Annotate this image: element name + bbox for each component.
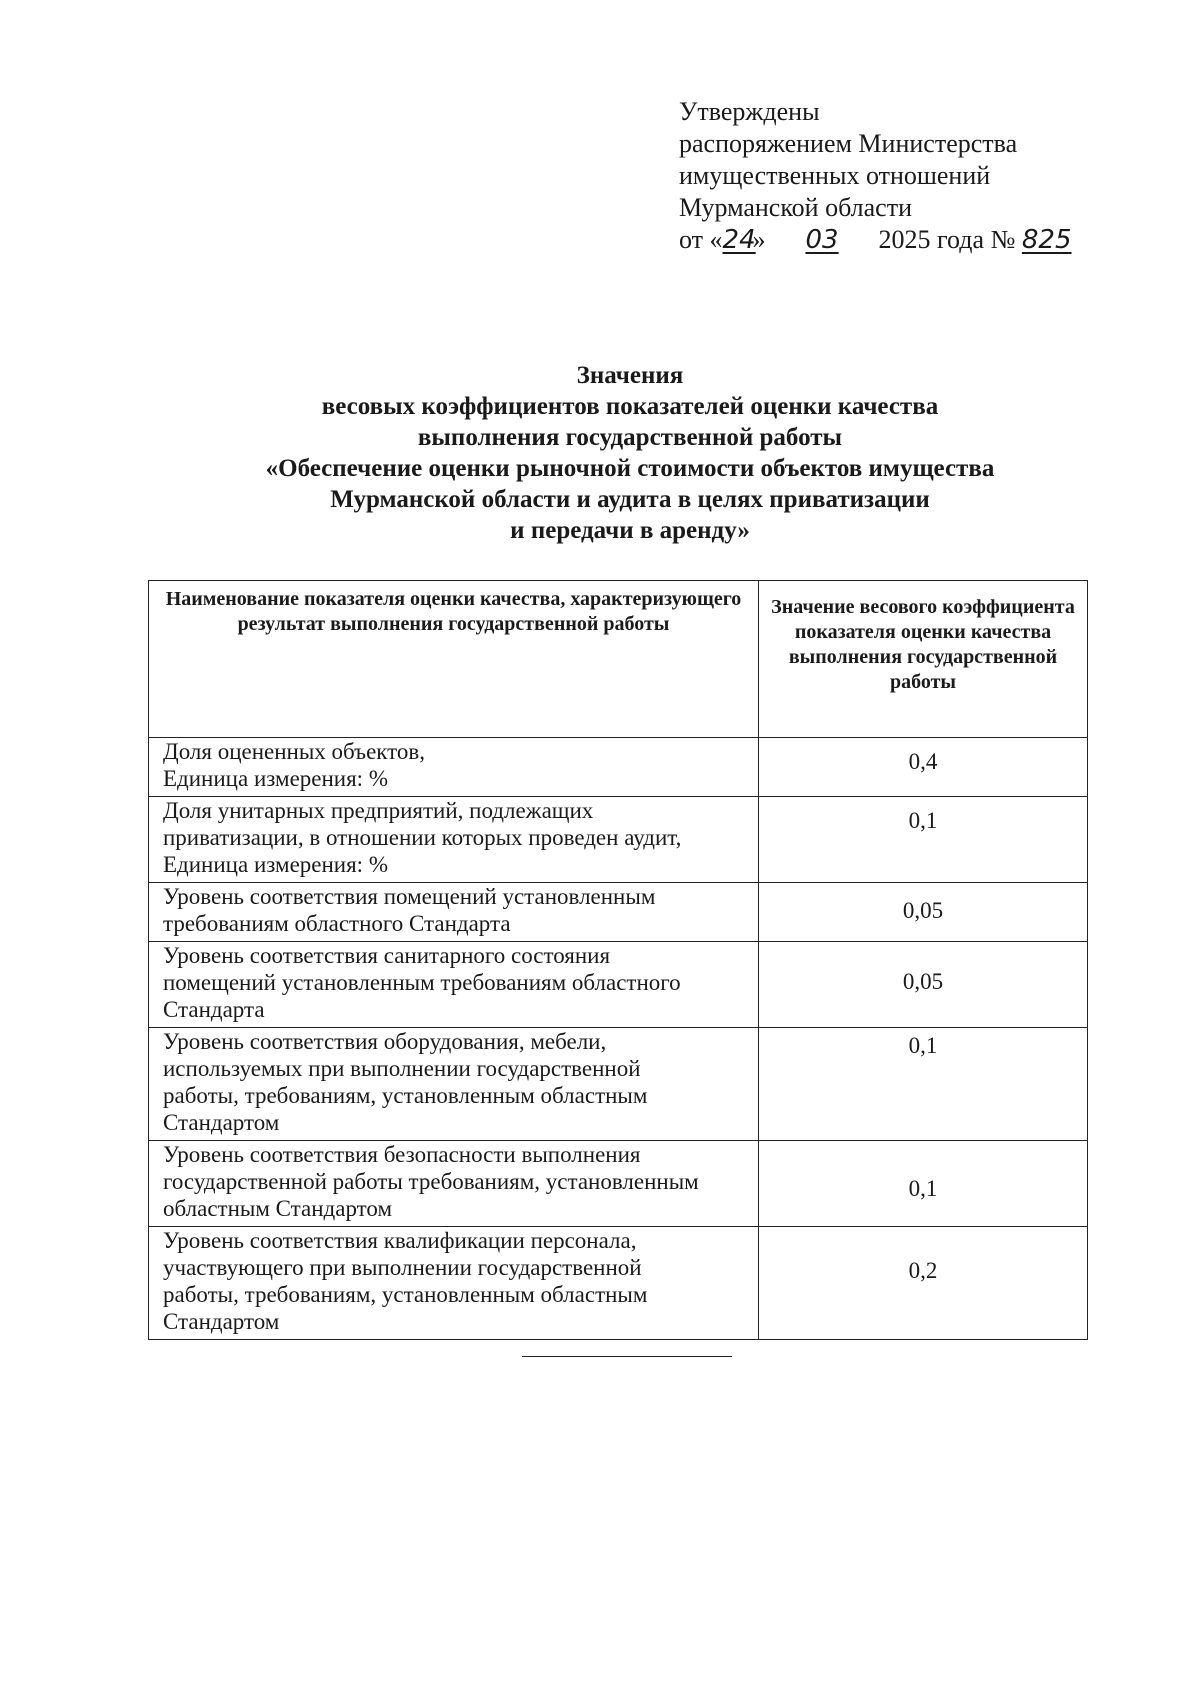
handwritten-day: 24 [722, 225, 756, 255]
indicator-name-cell: Доля унитарных предприятий, подлежащих приватизации, в отношении которых проведен аудит, Единица измерения: % [149, 797, 759, 883]
indicator-name-cell: Уровень соответствия квалификации персонала, участвующего при выполнении государственной работы, требованиям, установленным областным Стандартом [149, 1227, 759, 1340]
title-line: и передачи в аренду» [510, 517, 750, 544]
date-year-text: 2025 года № [878, 225, 1016, 254]
coefficient-value-cell: 0,1 [759, 1028, 1088, 1141]
header-indicator-name: Наименование показателя оценки качества, характеризующего результат выполнения государственной работы [149, 581, 759, 738]
indicator-name-cell: Доля оцененных объектов, Единица измерения: % [149, 738, 759, 797]
indicator-name-cell: Уровень соответствия помещений установленным требованиям областного Стандарта [149, 883, 759, 942]
coefficient-value-cell: 0,05 [759, 942, 1088, 1028]
handwritten-order-number: 825 [1021, 225, 1072, 255]
title-line: выполнения государственной работы [417, 424, 843, 451]
header-coefficient-value: Значение весового коэффициента показателя оценки качества выполнения государственной работы [759, 581, 1088, 738]
coefficient-value-cell: 0,4 [759, 738, 1088, 797]
handwritten-month: 03 [805, 225, 839, 255]
indicator-name-cell: Уровень соответствия санитарного состояния помещений установленным требованиям областного Стандарта [149, 942, 759, 1028]
table-row [149, 797, 1088, 883]
coefficients-table [148, 580, 1088, 1340]
indicator-name-cell: Уровень соответствия безопасности выполнения государственной работы требованиям, установленным областным Стандартом [149, 1141, 759, 1227]
table-row [149, 1141, 1088, 1227]
approval-stamp [679, 96, 1149, 256]
table-row [149, 738, 1088, 797]
approval-line: распоряжением Министерства [679, 129, 1018, 158]
approval-line: имущественных отношений [679, 161, 991, 190]
document-title [200, 360, 1060, 546]
date-prefix: от « [679, 225, 723, 254]
title-line: «Обеспечение оценки рыночной стоимости объектов имущества [265, 455, 995, 482]
table-header-row [149, 581, 1088, 738]
title-line: Значения [576, 362, 684, 389]
approval-line: Мурманской области [679, 193, 912, 222]
title-line: весовых коэффициентов показателей оценки качества [321, 393, 939, 420]
end-of-document-divider [522, 1356, 732, 1357]
table-row [149, 942, 1088, 1028]
coefficient-value-cell: 0,2 [759, 1227, 1088, 1340]
title-line: Мурманской области и аудита в целях приватизации [330, 486, 930, 513]
coefficient-value-cell: 0,05 [759, 883, 1088, 942]
indicator-name-cell: Уровень соответствия оборудования, мебели, используемых при выполнении государственной работы, требованиям, установленным областным Стандартом [149, 1028, 759, 1141]
date-day-close: » [752, 225, 766, 254]
coefficient-value-cell: 0,1 [759, 797, 1088, 883]
approval-date-line [679, 224, 1149, 256]
approval-line: Утверждены [679, 97, 820, 126]
table-row [149, 1227, 1088, 1340]
coefficient-value-cell: 0,1 [759, 1141, 1088, 1227]
table-row [149, 1028, 1088, 1141]
table-row [149, 883, 1088, 942]
